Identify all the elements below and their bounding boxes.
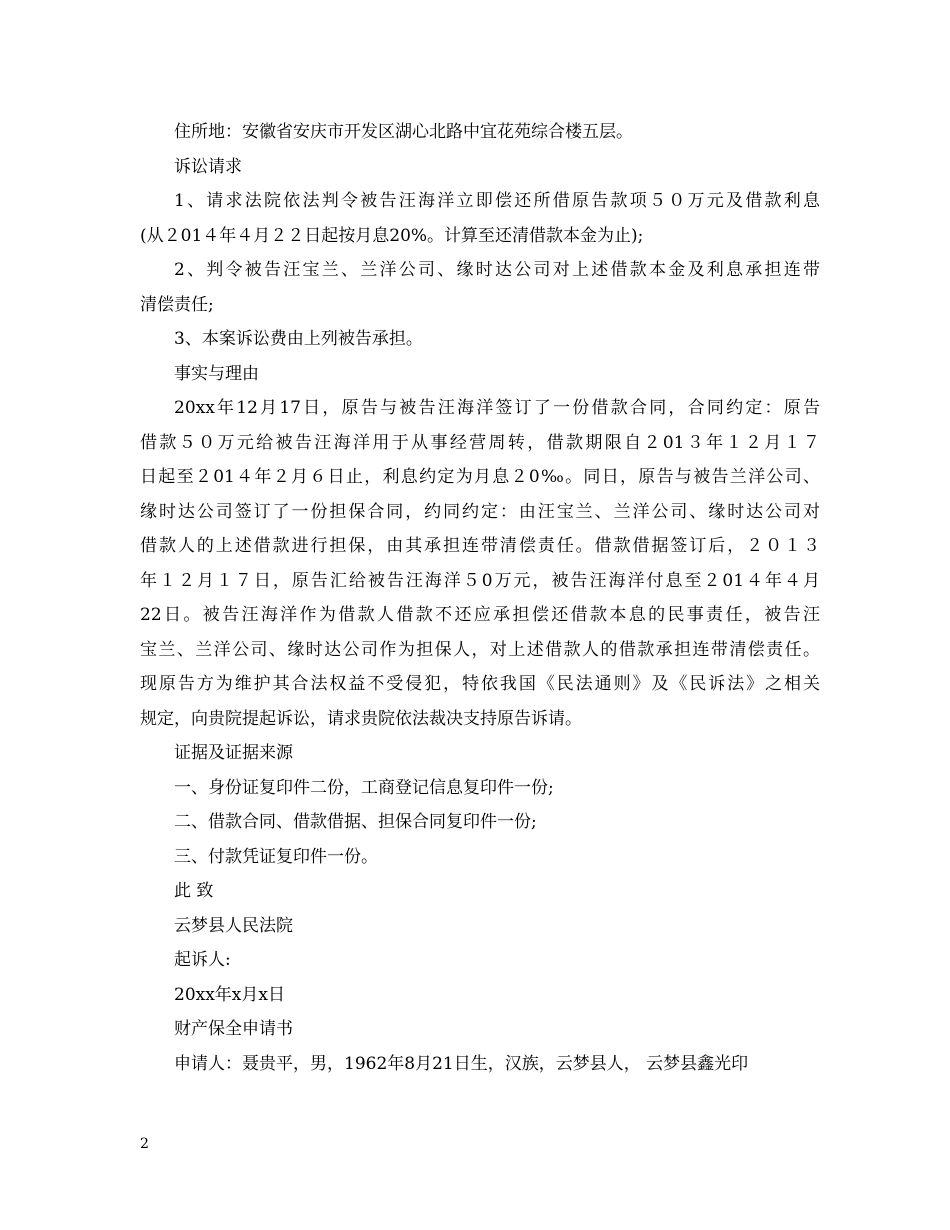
section-heading: 财产保全申请书 — [174, 1019, 293, 1039]
text-line: (从２01４年４月２２日起按月息20%。计算至还清借款本金为止); — [140, 225, 644, 246]
text-line: 规定，向贵院提起诉讼，请求贵院依法裁决支持原告诉请。 — [140, 708, 582, 729]
text-line: 1、请求法院依法判令被告汪海洋立即偿还所借原告款项５０万元及借款利息 — [174, 191, 820, 211]
page-number: 2 — [140, 1136, 149, 1152]
date-line: 20xx年x月x日 — [174, 984, 285, 1005]
text-line: 申请人：聂贵平，男，1962年8月21日生，汉族，云梦县人， 云梦县鑫光印 — [174, 1053, 749, 1074]
text-line: 3、本案诉讼费由上列被告承担。 — [174, 329, 423, 349]
section-heading: 诉讼请求 — [174, 156, 242, 177]
text-line: 年１２月１７日，原告汇给被告汪海洋５0万元，被告汪海洋付息至２01４年４月 — [140, 570, 820, 591]
addressee: 云梦县人民法院 — [174, 915, 293, 936]
section-heading: 证据及证据来源 — [174, 743, 293, 763]
section-heading: 事实与理由 — [174, 363, 259, 384]
text-line: 二、借款合同、借款借据、担保合同复印件一份; — [174, 812, 537, 832]
text-line: 一、身份证复印件二份，工商登记信息复印件一份; — [174, 777, 554, 798]
signature-label: 起诉人: — [174, 950, 231, 970]
text-line: 20xx年12月17日，原告与被告汪海洋签订了一份借款合同，合同约定：原告 — [174, 398, 820, 418]
text-line: 清偿责任; — [140, 294, 214, 315]
text-line: 住所地：安徽省安庆市开发区湖心北路中宜花苑综合楼五层。 — [174, 122, 633, 142]
text-line: 现原告方为维护其合法权益不受侵犯，特依我国《民法通则》及《民诉法》之相关 — [140, 674, 820, 694]
text-line: 宝兰、兰洋公司、缘时达公司作为担保人，对上述借款人的借款承担连带清偿责任。 — [140, 639, 820, 660]
text-line: 2、判令被告汪宝兰、兰洋公司、缘时达公司对上述借款本金及利息承担连带 — [174, 260, 820, 280]
text-line: 借款人的上述借款进行担保，由其承担连带清偿责任。借款借据签订后，２０１３ — [140, 536, 820, 556]
text-line: 此 致 — [174, 881, 214, 901]
text-line: 日起至２01４年２月６日止，利息约定为月息２0‰。同日，原告与被告兰洋公司、 — [140, 467, 820, 487]
text-line: 三、付款凭证复印件一份。 — [174, 846, 378, 867]
document-body — [140, 115, 820, 1081]
text-line: 缘时达公司签订了一份担保合同，约同约定：由汪宝兰、兰洋公司、缘时达公司对 — [140, 501, 820, 522]
text-line: 22日。被告汪海洋作为借款人借款不还应承担偿还借款本息的民事责任，被告汪 — [140, 605, 820, 625]
text-line: 借款５０万元给被告汪海洋用于从事经营周转，借款期限自２01３年１２月１７ — [140, 432, 820, 453]
